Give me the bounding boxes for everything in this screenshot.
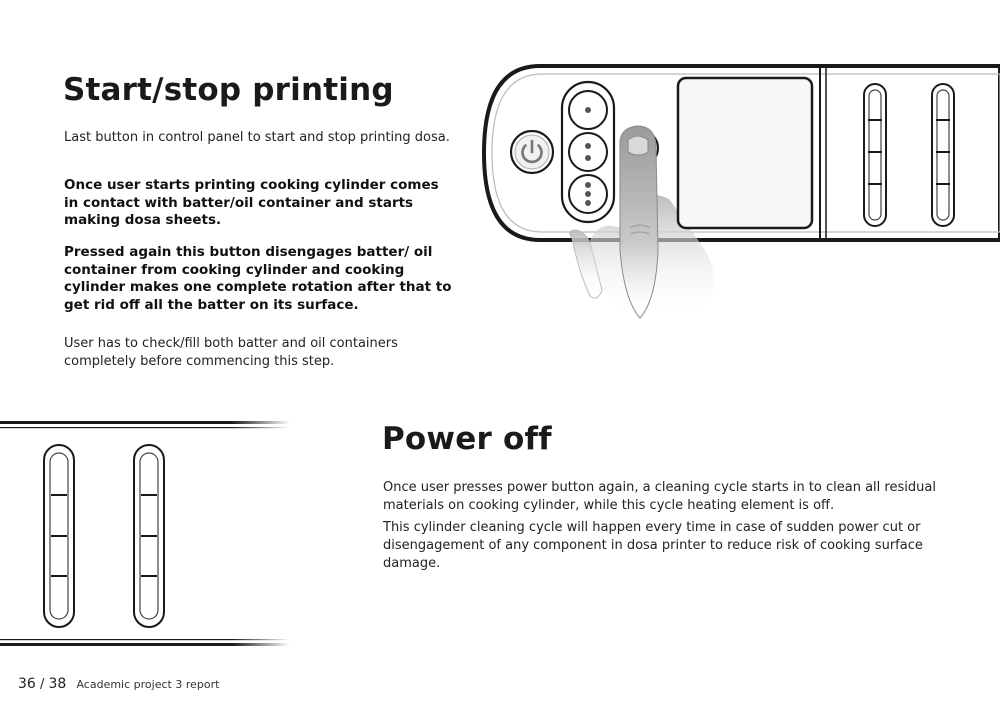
power-off-title: Power off bbox=[382, 421, 552, 457]
power-button[interactable] bbox=[511, 131, 553, 173]
two-dot-button[interactable] bbox=[569, 133, 607, 171]
start-stop-intro: Last button in control panel to start and stop printing dosa. bbox=[64, 130, 450, 145]
start-stop-note: User has to check/fill both batter and oil containers completely before commencing this step. bbox=[64, 336, 398, 369]
control-panel-illustration bbox=[480, 0, 1000, 330]
start-stop-bold-paragraph-2: Pressed again this button disengages batter/ oil container from cooking cylinder and cooking cylinder makes one complete rotation after that to get rid off all the batter on its surface. bbox=[64, 244, 452, 313]
one-dot-button[interactable] bbox=[569, 91, 607, 129]
page-footer bbox=[18, 676, 219, 692]
page-number-separator: / bbox=[39, 677, 45, 692]
slider-slot-2[interactable] bbox=[932, 84, 954, 226]
one-dot-icon bbox=[585, 107, 591, 113]
page-number-total: 38 bbox=[48, 676, 67, 692]
report-label: Academic project 3 report bbox=[76, 678, 220, 691]
page-number-current: 36 bbox=[18, 676, 36, 692]
slider-slot-right[interactable] bbox=[134, 445, 164, 627]
three-dot-button[interactable] bbox=[569, 175, 607, 213]
start-stop-title: Start/stop printing bbox=[63, 72, 394, 108]
slot-panel-illustration bbox=[0, 415, 300, 655]
slider-slot-left[interactable] bbox=[44, 445, 74, 627]
slider-slot-1[interactable] bbox=[864, 84, 886, 226]
power-off-paragraph-1: Once user presses power button again, a cleaning cycle starts in to clean all residual materials on cooking cylinder, while this cycle heating element is off. bbox=[383, 480, 936, 513]
power-off-paragraph-2: This cylinder cleaning cycle will happen every time in case of sudden power cut or disengagement of any component in dosa printer to reduce risk of cooking surface damage. bbox=[383, 520, 923, 571]
start-stop-bold-paragraph-1: Once user starts printing cooking cylinder comes in contact with batter/oil container and starts making dosa sheets. bbox=[64, 177, 439, 228]
three-dot-icon bbox=[585, 182, 591, 206]
display-screen bbox=[678, 78, 812, 228]
